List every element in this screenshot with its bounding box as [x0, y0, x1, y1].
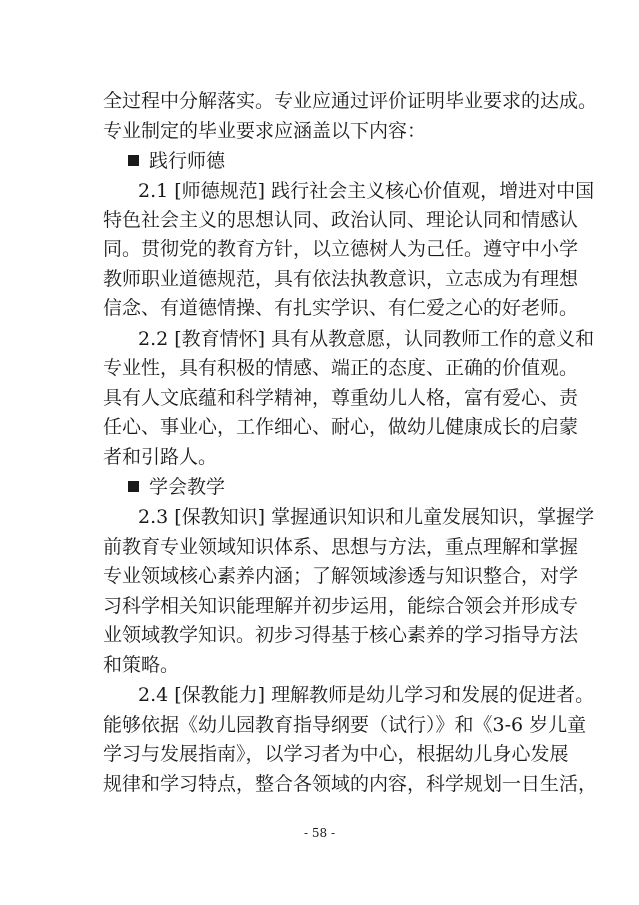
- paragraph-line: 习科学相关知识能理解并初步运用，能综合领会并形成专: [103, 595, 579, 617]
- paragraph-line: 教师职业道德规范，具有依法执教意识，立志成为有理想: [103, 268, 579, 290]
- square-bullet-icon: [128, 481, 139, 492]
- paragraph-line: 信念、有道德情操、有扎实学识、有仁爱之心的好老师。: [103, 297, 579, 319]
- section-heading: [128, 474, 328, 500]
- paragraph-line: 任心、事业心，工作细心、耐心，做幼儿健康成长的启蒙: [103, 416, 579, 438]
- paragraph-line: 能够依据《幼儿园教育指导纲要（试行）》和《3-6 岁儿童: [103, 714, 587, 736]
- section-heading: [128, 148, 328, 174]
- paragraph-line: 2.2 [教育情怀] 具有从教意愿，认同教师工作的意义和: [138, 328, 595, 350]
- paragraph-line: 规律和学习特点，整合各领域的内容，科学规划一日生活，: [103, 773, 598, 795]
- paragraph-line: 同。贯彻党的教育方针，以立德树人为己任。遵守中小学: [103, 238, 579, 260]
- square-bullet-icon: [128, 155, 139, 166]
- section-heading-text: 学会教学: [149, 476, 226, 498]
- paragraph-line: 具有人文底蕴和科学精神，尊重幼儿人格，富有爱心、责: [103, 387, 579, 409]
- paragraph-line: 2.4 [保教能力] 理解教师是幼儿学习和发展的促进者。: [138, 684, 595, 706]
- intro-line: 全过程中分解落实。专业应通过评价证明毕业要求的达成。: [103, 90, 598, 112]
- paragraph-line: 特色社会主义的思想认同、政治认同、理论认同和情感认: [103, 209, 579, 231]
- paragraph-line: 2.1 [师德规范] 践行社会主义核心价值观，增进对中国: [138, 180, 595, 202]
- intro-line: 专业制定的毕业要求应涵盖以下内容：: [103, 120, 427, 142]
- paragraph-line: 专业性，具有积极的情感、端正的态度、正确的价值观。: [103, 357, 579, 379]
- paragraph-line: 和策略。: [103, 654, 180, 676]
- paragraph-line: 学习与发展指南》，以学习者为中心，根据幼儿身心发展: [103, 743, 569, 765]
- paragraph-line: 业领域教学知识。初步习得基于核心素养的学习指导方法: [103, 624, 579, 646]
- paragraph-line: 者和引路人。: [103, 446, 218, 468]
- paragraph-line: 专业领域核心素养内涵；了解领域渗透与知识整合，对学: [103, 565, 579, 587]
- paragraph-line: 前教育专业领域知识体系、思想与方法，重点理解和掌握: [103, 536, 579, 558]
- section-heading-text: 践行师德: [149, 150, 226, 172]
- page-number: - 58 -: [303, 826, 335, 840]
- paragraph-line: 2.3 [保教知识] 掌握通识知识和儿童发展知识，掌握学: [138, 506, 595, 528]
